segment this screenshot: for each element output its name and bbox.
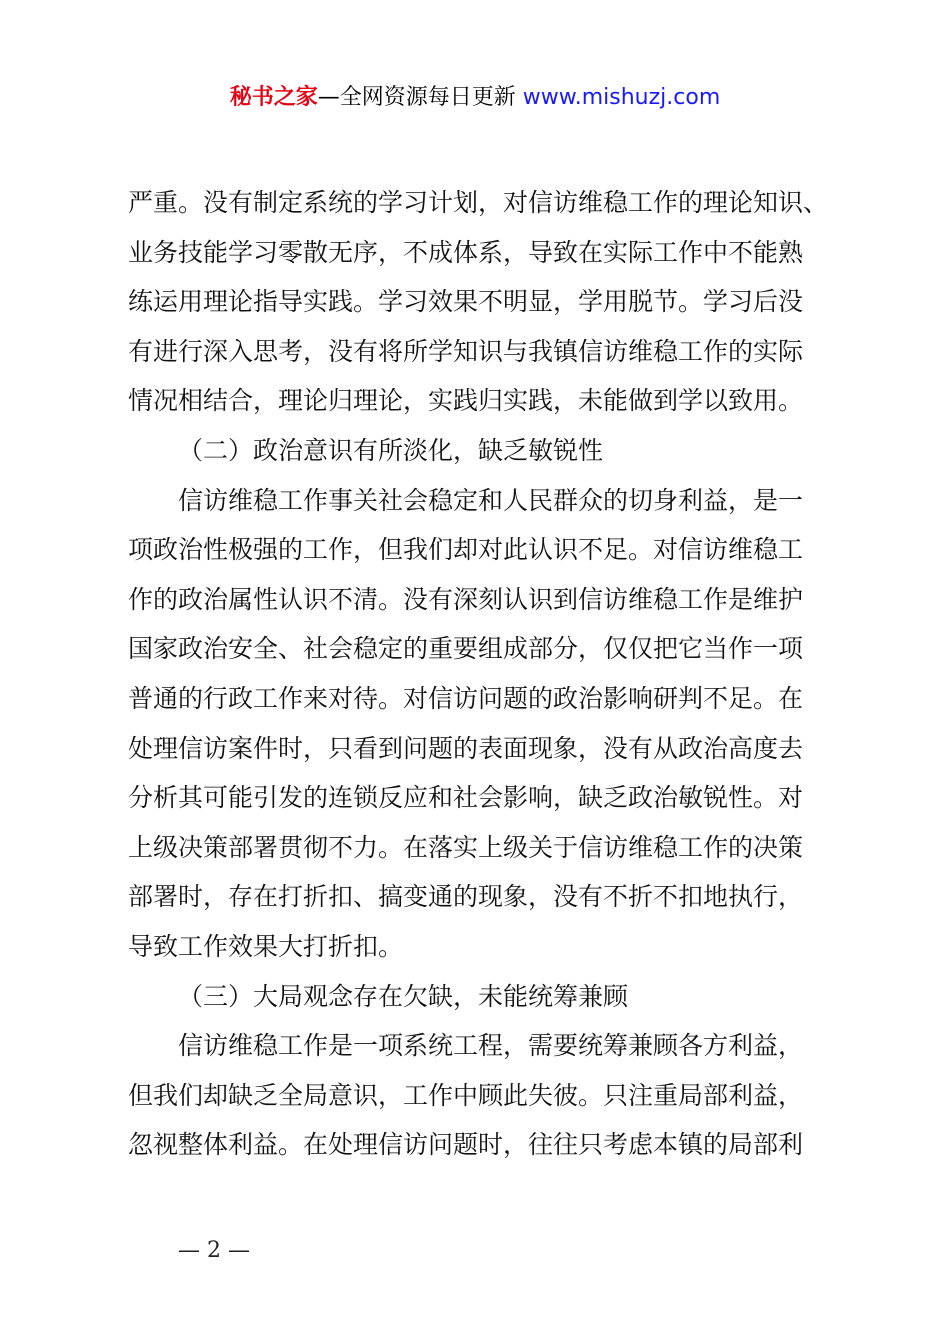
- body-line: 作的政治属性认识不清。没有深刻认识到信访维稳工作是维护: [128, 584, 804, 614]
- paragraph-start: 信访维稳工作是一项系统工程，需要统筹兼顾各方利益，: [178, 1031, 804, 1061]
- site-header: [0, 80, 950, 111]
- section-heading: （三）大局观念存在欠缺，未能统筹兼顾: [178, 981, 629, 1011]
- paragraph-start: 信访维稳工作事关社会稳定和人民群众的切身利益，是一: [178, 485, 804, 515]
- brand-name: 秘书之家: [229, 85, 318, 110]
- body-line: 情况相结合，理论归理论，实践归实践，未能做到学以致用。: [128, 386, 804, 416]
- body-line: 业务技能学习零散无序，不成体系，导致在实际工作中不能熟: [128, 237, 804, 267]
- body-line: 有进行深入思考，没有将所学知识与我镇信访维稳工作的实际: [128, 336, 804, 366]
- body-line: 项政治性极强的工作，但我们却对此认识不足。对信访维稳工: [128, 535, 804, 565]
- body-line: 但我们却缺乏全局意识，工作中顾此失彼。只注重局部利益，: [128, 1080, 804, 1110]
- body-line: 普通的行政工作来对待。对信访问题的政治影响研判不足。在: [128, 683, 804, 713]
- document-body: [128, 178, 838, 1170]
- body-line: 练运用理论指导实践。学习效果不明显，学用脱节。学习后没: [128, 287, 804, 317]
- body-line: 分析其可能引发的连锁反应和社会影响，缺乏政治敏锐性。对: [128, 783, 804, 813]
- page-number: — 2 —: [178, 1238, 250, 1263]
- site-url: www.mishuzj.com: [522, 85, 721, 110]
- body-line: 导致工作效果大打折扣。: [128, 931, 404, 961]
- body-line: 处理信访案件时，只看到问题的表面现象，没有从政治高度去: [128, 733, 804, 763]
- body-line: 部署时，存在打折扣、搞变通的现象，没有不折不扣地执行，: [128, 882, 804, 912]
- body-line: 严重。没有制定系统的学习计划，对信访维稳工作的理论知识、: [128, 188, 829, 217]
- body-line: 忽视整体利益。在处理信访问题时，往往只考虑本镇的局部利: [128, 1130, 804, 1160]
- body-line: 国家政治安全、社会稳定的重要组成部分，仅仅把它当作一项: [128, 634, 804, 664]
- section-heading: （二）政治意识有所淡化，缺乏敏锐性: [178, 435, 604, 465]
- body-line: 上级决策部署贯彻不力。在落实上级关于信访维稳工作的决策: [128, 832, 804, 862]
- header-tagline: —全网资源每日更新: [317, 85, 516, 110]
